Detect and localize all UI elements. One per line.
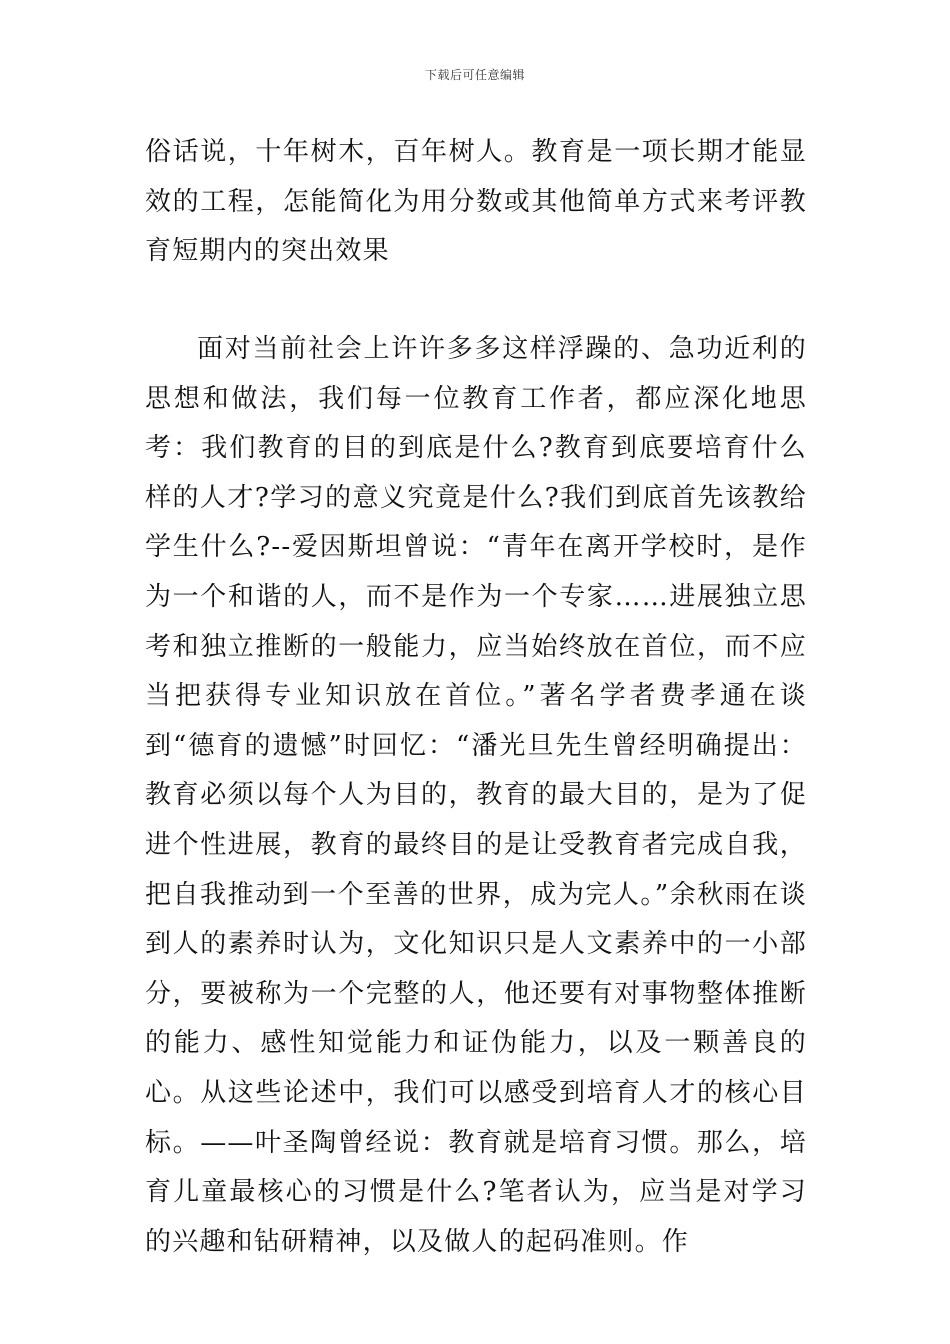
header-note: 下载后可任意编辑 xyxy=(424,68,525,82)
paragraph-2: 面对当前社会上许许多多这样浮躁的、急功近利的思想和做法，我们每一位教育工作者，都应深化地思考：我们教育的目的到底是什么?教育到底要培育什么样的人才?学习的意义究竟是什么?我们到底首先该教给学生什么?--爱因斯坦曾说：“青年在离开学校时，是作为一个和谐的人，而不是作为一个专家……进展独立思考和独立推断的一般能力，应当始终放在首位，而不应当把获得专业知识放在首位。”著名学者费孝通在谈到“德育的遗憾”时回忆：“潘光旦先生曾经明确提出：教育必须以每个人为目的，教育的最大目的，是为了促进个性进展，教育的最终目的是让受教育者完成自我，把自我推动到一个至善的世界，成为完人。”余秋雨在谈到人的素养时认为，文化知识只是人文素养中的一小部分，要被称为一个完整的人，他还要有对事物整体推断的能力、感性知觉能力和证伪能力，以及一颗善良的心。从这些论述中，我们可以感受到培育人才的核心目标。——叶圣陶曾经说：教育就是培育习惯。那么，培育儿童最核心的习惯是什么?笔者认为，应当是对学习的兴趣和钻研精神，以及做人的起码准则。作 xyxy=(145,334,807,1257)
paragraph-1: 俗话说，十年树木，百年树人。教育是一项长期才能显效的工程，怎能简化为用分数或其他简单方式来考评教育短期内的突出效果 xyxy=(145,137,807,267)
